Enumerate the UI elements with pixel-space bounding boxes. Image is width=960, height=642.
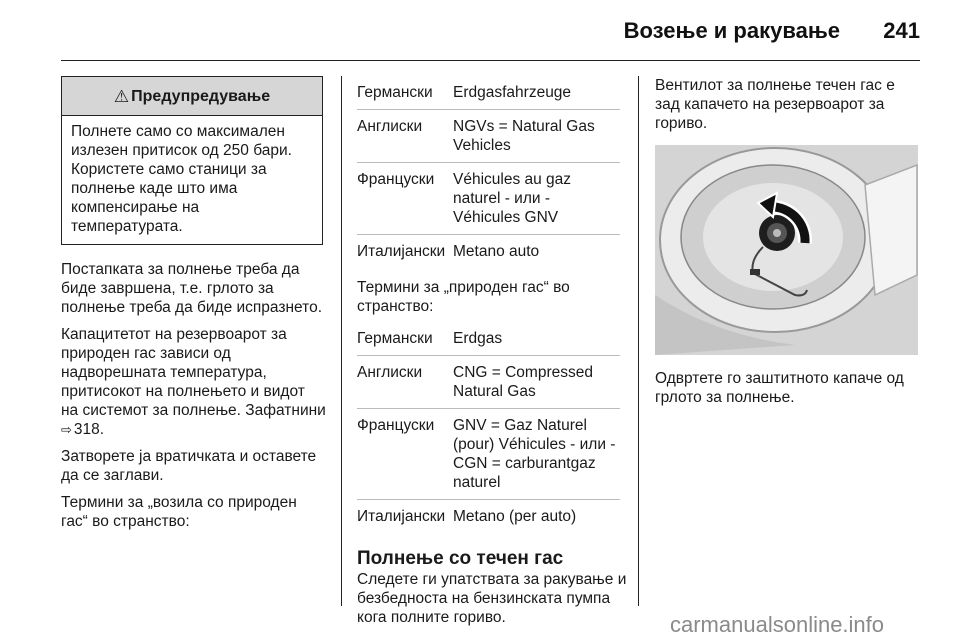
- paragraph-empty-nozzle: Постапката за полнење треба да биде завршена, т.е. грлото за полнење треба да биде испразнето.: [61, 261, 323, 316]
- term-cell: GNV = Gaz Naturel (pour) Véhicules - или - CGN = carburantgaz naturel: [453, 417, 616, 491]
- warning-box: [61, 76, 323, 245]
- column-divider-1: [341, 76, 342, 606]
- warning-triangle-icon: ⚠: [113, 86, 130, 106]
- page-number: 241: [883, 18, 920, 43]
- column-3: [655, 76, 923, 415]
- term-cell: Metano auto: [453, 243, 540, 260]
- language-cell: Англиски: [357, 364, 423, 381]
- term-cell: Erdgasfahrzeuge: [453, 84, 572, 101]
- table-row: [357, 500, 620, 534]
- warning-header: [62, 77, 322, 116]
- table-row: [357, 322, 620, 356]
- paragraph-valve-location: Вентилот за полнење течен гас е зад капачето на резервоарот за гориво.: [655, 77, 895, 132]
- paragraph-unscrew-cap: Одвртете го заштитното капаче од грлото за полнење.: [655, 370, 904, 406]
- vehicle-terms-table: [357, 76, 620, 268]
- warning-title: Предупредување: [131, 87, 271, 105]
- column-divider-2: [638, 76, 639, 606]
- watermark: carmanualsonline.info: [670, 612, 885, 637]
- paragraph-refuel-instructions: Следете ги упатствата за ракување и безбедноста на бензинската пумпа кога полните гориво.: [357, 571, 627, 626]
- language-cell: Германски: [357, 330, 433, 347]
- tank-capacity-text: Капацитетот на резервоарот за природен гас зависи од надворешната температура, притисокот на полнењето и видот на системот за полнење. Зафатнини: [61, 326, 326, 419]
- section-heading: Полнење со течен гас: [357, 548, 564, 569]
- header-rule: [61, 60, 920, 61]
- term-cell: CNG = Compressed Natural Gas: [453, 364, 593, 400]
- language-cell: Француски: [357, 417, 435, 434]
- page-header-title: Возење и ракување: [623, 18, 840, 43]
- paragraph-gas-terms-intro: Термини за „природен гас“ во странство:: [357, 279, 570, 315]
- paragraph-close-flap: Затворете ја вратичката и оставете да се заглави.: [61, 448, 317, 484]
- column-1: [61, 76, 326, 539]
- term-cell: Véhicules au gaz naturel - или - Véhicules GNV: [453, 171, 572, 226]
- language-cell: Англиски: [357, 118, 423, 135]
- column-2: [357, 76, 627, 635]
- gas-terms-table: [357, 322, 620, 533]
- language-cell: Италијански: [357, 508, 446, 525]
- fuel-filler-illustration: [655, 145, 918, 355]
- table-row: [357, 235, 620, 269]
- table-row: [357, 163, 620, 235]
- paragraph-vehicle-terms-intro: Термини за „возила со природен гас“ во странство:: [61, 494, 297, 530]
- paragraph-tank-capacity: [61, 325, 326, 439]
- table-row: [357, 76, 620, 110]
- fuel-filler-photo: [655, 145, 918, 355]
- term-cell: Erdgas: [453, 330, 503, 347]
- table-row: [357, 110, 620, 163]
- warning-text: Полнете само со максимален излезен притисок од 250 бари. Користете само станици за полнење каде што има компенсирање на температурата.: [71, 123, 292, 235]
- language-cell: Италијански: [357, 243, 446, 260]
- page-reference-arrow-icon: ⇨: [61, 422, 72, 437]
- table-row: [357, 356, 620, 409]
- term-cell: Metano (per auto): [453, 508, 577, 525]
- language-cell: Германски: [357, 84, 433, 101]
- term-cell: NGVs = Natural Gas Vehicles: [453, 118, 595, 154]
- table-row: [357, 409, 620, 500]
- language-cell: Француски: [357, 171, 435, 188]
- page-reference[interactable]: 318.: [73, 421, 105, 438]
